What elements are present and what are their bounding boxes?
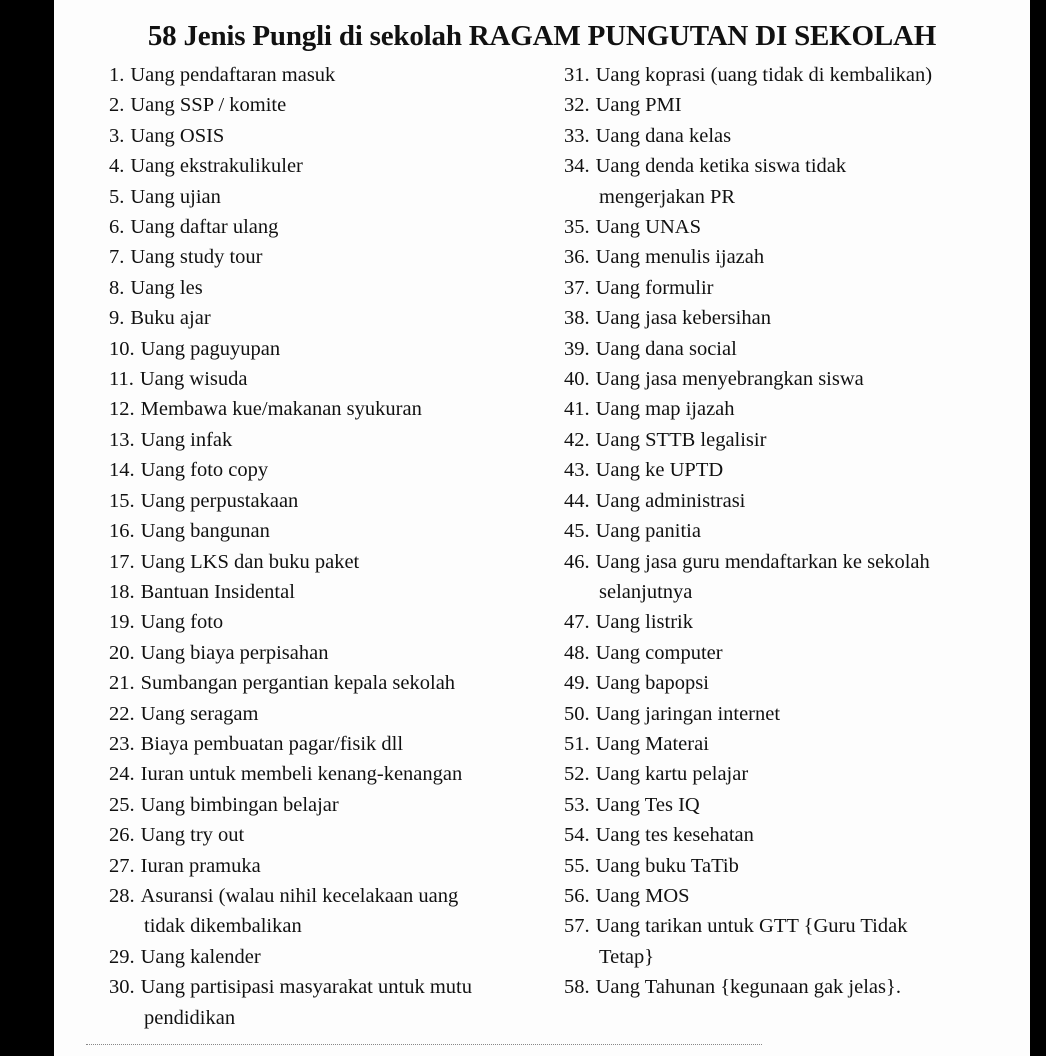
item-number: 48. <box>564 641 590 664</box>
list-item <box>109 881 549 911</box>
list-item <box>564 151 1024 181</box>
list-item <box>564 972 1024 1002</box>
item-number: 1. <box>109 64 125 86</box>
item-number: 28. <box>109 884 135 907</box>
list-item <box>109 577 549 607</box>
list-item <box>109 425 549 455</box>
list-item <box>564 425 1024 455</box>
item-text: Uang paguyupan <box>140 337 281 360</box>
item-number: 32. <box>564 94 590 117</box>
list-item <box>109 486 549 516</box>
list-item <box>564 273 1024 303</box>
list-item <box>564 121 1024 151</box>
list-item <box>109 638 549 668</box>
item-number: 5. <box>109 185 125 208</box>
list-item <box>109 820 549 850</box>
item-number: 24. <box>109 763 135 786</box>
item-text: Uang partisipasi masyarakat untuk mutu <box>140 976 472 999</box>
item-number: 50. <box>564 702 590 725</box>
item-number: 12. <box>109 398 135 421</box>
item-text: Uang administrasi <box>595 489 746 512</box>
item-number: 54. <box>564 824 590 847</box>
item-number: 26. <box>109 824 135 847</box>
item-number: 14. <box>109 459 135 482</box>
list-item <box>564 455 1024 485</box>
item-text: Uang jasa guru mendaftarkan ke sekolah <box>595 550 930 573</box>
item-text: Uang tarikan untuk GTT {Guru Tidak <box>595 915 908 938</box>
item-number: 37. <box>564 276 590 299</box>
list-item <box>564 303 1024 333</box>
list-item <box>109 759 549 789</box>
page-title: 58 Jenis Pungli di sekolah RAGAM PUNGUTAN DI SEKOLAH <box>147 20 937 52</box>
list-item <box>564 486 1024 516</box>
item-text: Uang SSP / komite <box>130 94 287 117</box>
list-item <box>109 273 549 303</box>
list-item <box>109 303 549 333</box>
list-item <box>109 851 549 881</box>
item-text: Uang UNAS <box>595 216 701 239</box>
item-text: Uang daftar ulang <box>130 216 279 239</box>
list-item <box>109 212 549 242</box>
bottom-divider <box>86 1044 762 1045</box>
list-item <box>109 394 549 424</box>
item-number: 6. <box>109 216 125 239</box>
list-item <box>564 90 1024 120</box>
list-item <box>564 851 1024 881</box>
item-number: 49. <box>564 672 590 695</box>
item-text: Uang pendaftaran masuk <box>130 64 336 86</box>
item-number: 42. <box>564 428 590 451</box>
item-number: 27. <box>109 854 135 877</box>
item-text: Uang menulis ijazah <box>595 246 765 269</box>
item-text: Sumbangan pergantian kepala sekolah <box>140 672 456 695</box>
list-left-column <box>109 60 549 1033</box>
document-page <box>54 0 1030 1056</box>
item-text: Uang biaya perpisahan <box>140 641 329 664</box>
item-text: Uang perpustakaan <box>140 489 299 512</box>
list-item <box>109 547 549 577</box>
item-text: Uang kartu pelajar <box>595 763 749 786</box>
list-item <box>109 972 549 1002</box>
item-text: Membawa kue/makanan syukuran <box>140 398 422 421</box>
item-number: 29. <box>109 945 135 968</box>
item-number: 13. <box>109 428 135 451</box>
item-number: 10. <box>109 337 135 360</box>
item-text: Uang dana kelas <box>595 124 732 147</box>
item-text: Uang Tes IQ <box>595 793 700 816</box>
item-text: Uang MOS <box>595 884 690 907</box>
item-number: 47. <box>564 611 590 634</box>
item-continuation: Tetap} <box>599 945 655 968</box>
list-item <box>564 729 1024 759</box>
item-continuation: mengerjakan PR <box>599 185 736 208</box>
list-item <box>564 394 1024 424</box>
item-continuation: tidak dikembalikan <box>144 915 302 938</box>
list-right-column <box>564 60 1024 1003</box>
item-number: 45. <box>564 520 590 543</box>
item-text: Bantuan Insidental <box>140 580 295 603</box>
list-item <box>564 364 1024 394</box>
item-number: 31. <box>564 64 590 86</box>
list-item <box>564 242 1024 272</box>
list-item <box>564 881 1024 911</box>
list-item <box>109 90 549 120</box>
item-number: 55. <box>564 854 590 877</box>
list-item <box>564 334 1024 364</box>
list-item <box>109 942 549 972</box>
item-number: 19. <box>109 611 135 634</box>
list-item <box>109 790 549 820</box>
item-number: 20. <box>109 641 135 664</box>
list-item <box>109 607 549 637</box>
item-continuation: pendidikan <box>144 1006 236 1029</box>
item-text: Uang ke UPTD <box>595 459 724 482</box>
item-number: 15. <box>109 489 135 512</box>
item-number: 18. <box>109 580 135 603</box>
item-number: 11. <box>109 368 134 391</box>
item-continuation: selanjutnya <box>599 580 693 603</box>
item-text: Biaya pembuatan pagar/fisik dll <box>140 732 404 755</box>
item-number: 44. <box>564 489 590 512</box>
item-text: Asuransi (walau nihil kecelakaan uang <box>140 884 459 907</box>
item-number: 39. <box>564 337 590 360</box>
item-text: Buku ajar <box>130 307 211 330</box>
list-item <box>564 820 1024 850</box>
item-text: Uang infak <box>140 428 233 451</box>
item-text: Uang denda ketika siswa tidak <box>595 155 847 178</box>
item-number: 52. <box>564 763 590 786</box>
item-text: Uang foto <box>140 611 224 634</box>
item-text: Uang les <box>130 276 203 299</box>
item-text: Uang jaringan internet <box>595 702 781 725</box>
item-text: Uang computer <box>595 641 723 664</box>
item-number: 57. <box>564 915 590 938</box>
list-item <box>109 242 549 272</box>
list-item <box>564 759 1024 789</box>
item-text: Uang study tour <box>130 246 263 269</box>
item-number: 34. <box>564 155 590 178</box>
list-item <box>564 638 1024 668</box>
list-item <box>564 547 1024 577</box>
list-item <box>109 668 549 698</box>
item-number: 51. <box>564 732 590 755</box>
item-text: Uang try out <box>140 824 245 847</box>
item-text: Uang OSIS <box>130 124 225 147</box>
item-number: 53. <box>564 793 590 816</box>
list-item <box>109 455 549 485</box>
item-number: 17. <box>109 550 135 573</box>
item-text: Uang bapopsi <box>595 672 709 695</box>
item-number: 4. <box>109 155 125 178</box>
list-item <box>109 334 549 364</box>
item-text: Uang listrik <box>595 611 693 634</box>
list-item <box>109 729 549 759</box>
list-item <box>564 668 1024 698</box>
list-item <box>109 151 549 181</box>
item-number: 46. <box>564 550 590 573</box>
item-text: Iuran untuk membeli kenang-kenangan <box>140 763 463 786</box>
item-text: Uang STTB legalisir <box>595 428 767 451</box>
item-text: Uang koprasi (uang tidak di kembalikan) <box>595 64 933 86</box>
list-item <box>109 516 549 546</box>
list-item <box>109 60 549 90</box>
list-item <box>564 911 1024 941</box>
list-item <box>109 121 549 151</box>
item-text: Uang Materai <box>595 732 709 755</box>
item-number: 21. <box>109 672 135 695</box>
item-text: Uang jasa kebersihan <box>595 307 771 330</box>
item-number: 36. <box>564 246 590 269</box>
item-text: Uang map ijazah <box>595 398 735 421</box>
item-number: 9. <box>109 307 125 330</box>
item-number: 7. <box>109 246 125 269</box>
item-text: Uang Tahunan {kegunaan gak jelas}. <box>595 976 901 999</box>
item-number: 16. <box>109 520 135 543</box>
item-text: Uang foto copy <box>140 459 269 482</box>
item-number: 33. <box>564 124 590 147</box>
item-number: 58. <box>564 976 590 999</box>
item-text: Uang bangunan <box>140 520 270 543</box>
item-number: 2. <box>109 94 125 117</box>
item-text: Uang buku TaTib <box>595 854 739 877</box>
item-number: 35. <box>564 216 590 239</box>
list-item <box>564 607 1024 637</box>
item-text: Uang ujian <box>130 185 221 208</box>
item-text: Uang bimbingan belajar <box>140 793 339 816</box>
item-text: Iuran pramuka <box>140 854 261 877</box>
item-number: 30. <box>109 976 135 999</box>
item-text: Uang panitia <box>595 520 701 543</box>
list-item <box>564 516 1024 546</box>
item-text: Uang kalender <box>140 945 261 968</box>
list-item <box>109 364 549 394</box>
item-text: Uang formulir <box>595 276 714 299</box>
item-text: Uang jasa menyebrangkan siswa <box>595 368 864 391</box>
list-item <box>564 790 1024 820</box>
list-item <box>109 699 549 729</box>
item-text: Uang seragam <box>140 702 259 725</box>
item-number: 8. <box>109 276 125 299</box>
item-number: 41. <box>564 398 590 421</box>
item-number: 22. <box>109 702 135 725</box>
list-item <box>564 60 1024 90</box>
item-number: 25. <box>109 793 135 816</box>
list-item <box>109 182 549 212</box>
item-number: 40. <box>564 368 590 391</box>
item-text: Uang dana social <box>595 337 737 360</box>
item-text: Uang LKS dan buku paket <box>140 550 360 573</box>
item-text: Uang wisuda <box>139 368 248 391</box>
item-number: 38. <box>564 307 590 330</box>
list-item <box>564 212 1024 242</box>
item-number: 23. <box>109 732 135 755</box>
item-text: Uang PMI <box>595 94 682 117</box>
item-text: Uang tes kesehatan <box>595 824 754 847</box>
list-item <box>564 699 1024 729</box>
item-number: 3. <box>109 124 125 147</box>
item-number: 56. <box>564 884 590 907</box>
item-number: 43. <box>564 459 590 482</box>
item-text: Uang ekstrakulikuler <box>130 155 303 178</box>
